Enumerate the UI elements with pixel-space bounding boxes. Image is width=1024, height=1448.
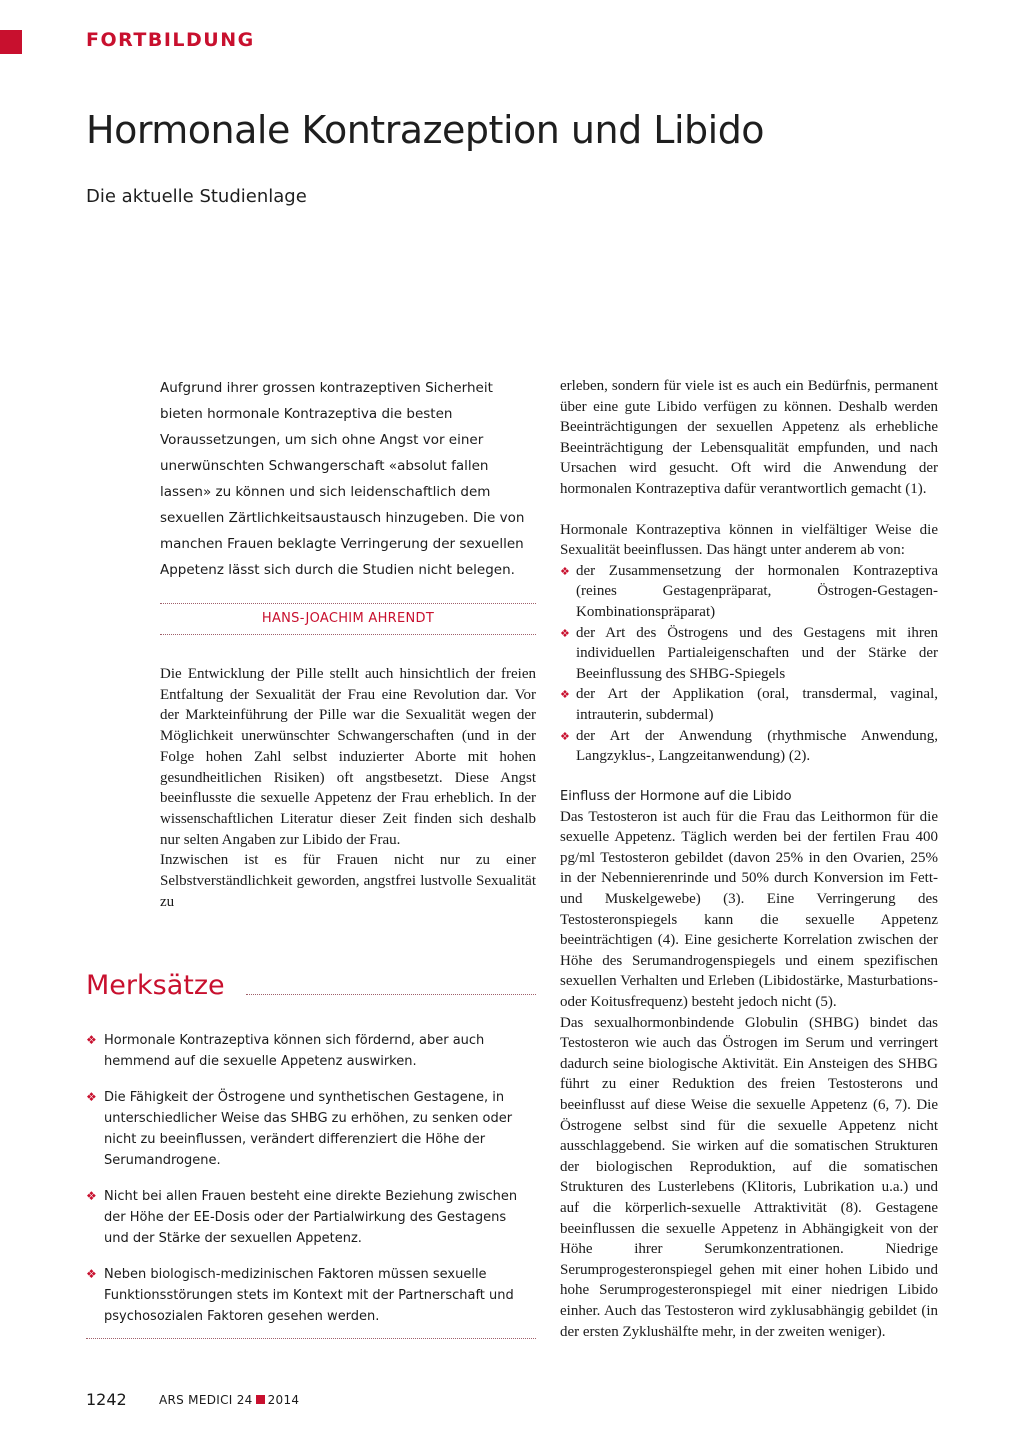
diamond-bullet-icon: ❖ bbox=[86, 1267, 97, 1281]
body-paragraph: Das Testosteron ist auch für die Frau das Leithormon für die sexuelle Appetenz. Täglich werden bei der fertilen Frau 400 pg/ml Testosteron gebildet (davon 25% in den Ovarien, 25% in der Nebennierenrinde und 50% durch Konversion im Fett- und Muskelgewebe) (3). Eine Verringerung des Testosteronspiegels kann die sexuelle Appetenz beeinträchtigen (4). Eine gesicherte Korrelation zwischen der Höhe des Serumandrogenspiegels und einem spezifischen sexuellen Verhalten und Erleben (Libidostärke, Masturbations- oder Koitusfrequenz) besteht jedoch nicht (5). bbox=[560, 808, 938, 1011]
factor-list bbox=[560, 561, 938, 767]
factor-list-item: ❖ der Art der Anwendung (rhythmische Anwendung, Langzyklus-, Langzeitanwendung) (2). bbox=[560, 727, 938, 765]
author-name: HANS-JOACHIM AHRENDT bbox=[261, 611, 435, 626]
body-column-right bbox=[560, 376, 938, 1342]
body-paragraph: erleben, sondern für viele ist es auch ein Bedürfnis, permanent über eine gute Libido verfügen zu können. Deshalb werden Beeinträchtigungen der sexuellen Appetenz als erhebliche Beeinträchtigung der Lebensqualität empfunden, und nach Ursachen wird gesucht. Oft wird die Anwendung der hormonalen Kontrazeptiva dafür verantwortlich gemacht (1). bbox=[560, 378, 938, 497]
divider-dotted bbox=[160, 634, 536, 635]
divider-dotted bbox=[246, 994, 536, 995]
lead-paragraph: Aufgrund ihrer grossen kontrazeptiven Sicherheit bieten hormonale Kontrazeptiva die besten Voraussetzungen, um sich ohne Angst vor einer unerwünschten Schwangerschaft «absolut fallen lassen» zu können und sich leidenschaftlich dem sexuellen Zärtlichkeitsaustausch hinzugeben. Die von manchen Frauen beklagte Verringerung der sexuellen Appetenz lässt sich durch die Studien nicht belegen. bbox=[160, 380, 525, 578]
body-paragraph: Hormonale Kontrazeptiva können in vielfältiger Weise die Sexualität beeinflussen. Das hängt unter anderem ab von: bbox=[560, 521, 938, 559]
body-paragraph: Die Entwicklung der Pille stellt auch hinsichtlich der freien Entfaltung der Sexualität der Frau eine Revolution dar. Vor der Markteinführung der Pille war die Sexualität wegen der Möglichkeit unerwünschter Schwangerschaften (und in der Folge hohen Zahl selbst induzierter Aborte mit hohen gesundheitlichen Risiken) oft angstbesetzt. Diese Angst beeinflusste die sexuelle Appetenz der Frau erheblich. In der wissenschaftlichen Literatur dieser Zeit finden sich deshalb nur selten Angaben zur Libido der Frau. bbox=[160, 666, 536, 848]
page-number: 1242 bbox=[86, 1390, 127, 1409]
factor-list-item: ❖ der Art der Applikation (oral, transdermal, vaginal, intrauterin, subdermal) bbox=[560, 686, 938, 723]
journal-name: ARS MEDICI 24 bbox=[159, 1393, 253, 1407]
diamond-bullet-icon: ❖ bbox=[560, 689, 570, 702]
factor-list-item: ❖ der Zusammensetzung der hormonalen Kontrazeptiva (reines Gestagenpräparat, Östrogen-Gestagen-Kombinationspräparat) bbox=[560, 562, 938, 620]
divider-dotted bbox=[86, 1338, 536, 1339]
square-separator-icon bbox=[256, 1395, 265, 1404]
body-paragraph: Inzwischen ist es für Frauen nicht nur zu einer Selbstverständlichkeit geworden, angstfrei lustvolle Sexualität zu bbox=[160, 852, 536, 910]
journal-info bbox=[159, 1393, 299, 1407]
diamond-bullet-icon: ❖ bbox=[86, 1033, 97, 1047]
section-heading: Einfluss der Hormone auf die Libido bbox=[560, 788, 792, 804]
diamond-bullet-icon: ❖ bbox=[86, 1189, 97, 1203]
key-point-item: ❖ Nicht bei allen Frauen besteht eine direkte Beziehung zwischen der Höhe der EE-Dosis oder der Partialwirkung des Gestagens und der Stärke der sexuellen Appetenz. bbox=[86, 1186, 526, 1249]
factor-list-item: ❖ der Art des Östrogens und des Gestagens mit ihren individuellen Partialeigenschaften und der Stärke der Beeinflussung des SHBG-Spiegels bbox=[560, 624, 938, 682]
diamond-bullet-icon: ❖ bbox=[560, 565, 570, 578]
diamond-bullet-icon: ❖ bbox=[560, 627, 570, 640]
divider-dotted bbox=[160, 603, 536, 604]
body-paragraph: Das sexualhormonbindende Globulin (SHBG) bindet das Testosteron wie auch das Östrogen im Serum und verringert dadurch seine biologische Aktivität. Ein Ansteigen des SHBG führt zu einer Reduktion des freien Testosterons und beeinflusst auf diese Weise die sexuelle Appetenz (6, 7). Die Östrogene selbst sind für die sexuelle Appetenz nicht ausschlaggebend. Sie wirken auf die somatischen Strukturen der biologischen Reproduktion, auf die somatischen Strukturen des Lusterlebens (Klitoris, Lubrikation u.a.) und auf die körperlich-sexuelle Attraktivität (8). Gestagene beeinflussen die sexuelle Appetenz in Abhängigkeit von der Höhe ihrer Serumkonzentrationen. Niedrige Serumprogesteronspiegel gehen mit einer hohen Libido und hohe Serumprogesteronspiegel mit einer niedrigen Libido einher. Auch das Testosteron wird zyklusabhängig gebildet (in der ersten Zyklushälfte mehr, in der zweiten weniger). bbox=[560, 1014, 938, 1340]
key-points-heading: Merksätze bbox=[86, 970, 225, 1001]
article-title: Hormonale Kontrazeption und Libido bbox=[86, 108, 765, 152]
article-subtitle: Die aktuelle Studienlage bbox=[86, 186, 307, 207]
key-point-item: ❖ Neben biologisch-medizinischen Faktoren müssen sexuelle Funktionsstörungen stets im Kontext mit der Partnerschaft und psychosozialen Faktoren gesehen werden. bbox=[86, 1264, 526, 1327]
key-points-list bbox=[86, 1030, 526, 1342]
section-label: FORTBILDUNG bbox=[86, 29, 255, 51]
body-column-left bbox=[160, 664, 536, 912]
key-point-item: ❖ Hormonale Kontrazeptiva können sich fördernd, aber auch hemmend auf die sexuelle Appetenz auswirken. bbox=[86, 1030, 526, 1072]
journal-year: 2014 bbox=[267, 1393, 300, 1407]
key-point-item: ❖ Die Fähigkeit der Östrogene und synthetischen Gestagene, in unterschiedlicher Weise das SHBG zu erhöhen, zu senken oder nicht zu beeinflussen, verändert differenziert die Höhe der Serumandrogene. bbox=[86, 1087, 526, 1171]
section-marker-block bbox=[0, 30, 22, 54]
diamond-bullet-icon: ❖ bbox=[560, 730, 570, 743]
diamond-bullet-icon: ❖ bbox=[86, 1090, 97, 1104]
